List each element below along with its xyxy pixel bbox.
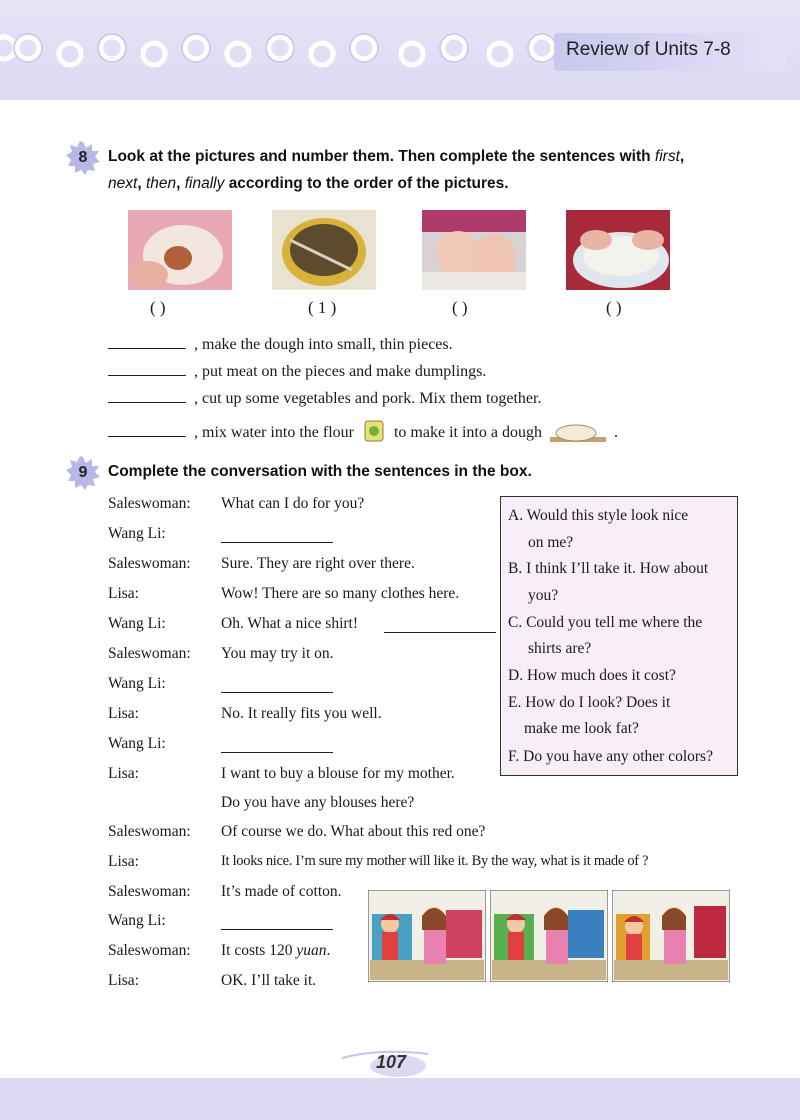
option-a: A. Would this style look nice — [508, 507, 689, 524]
speaker-label: Saleswoman: — [108, 823, 191, 840]
sentence-4: , mix water into the flour to make it into a dough . — [108, 419, 618, 443]
dialogue-line: No. It really fits you well. — [221, 705, 382, 722]
sentence-3: , cut up some vegetables and pork. Mix them together. — [108, 388, 541, 408]
speaker-label: Lisa: — [108, 705, 139, 722]
photo-mixing-flour — [566, 210, 670, 290]
speaker-label: Saleswoman: — [108, 495, 191, 512]
speaker-label: Wang Li: — [108, 615, 166, 632]
footer-band — [0, 1078, 800, 1120]
picture-3-number: ( ) — [452, 298, 468, 317]
dialogue-line: OK. I’ll take it. — [221, 972, 317, 989]
speaker-label: Wang Li: — [108, 735, 166, 752]
speaker-label: Saleswoman: — [108, 883, 191, 900]
dialogue-line: Wow! There are so many clothes here. — [221, 585, 460, 602]
decorative-rings-icon — [0, 30, 560, 80]
photo-wrapping-dumpling — [128, 210, 232, 290]
dialogue-line: Oh. What a nice shirt! — [221, 615, 359, 632]
dialogue-line: It’s made of cotton. — [221, 883, 342, 900]
answer-blank[interactable] — [221, 691, 333, 693]
speaker-label: Saleswoman: — [108, 645, 191, 662]
answer-blank[interactable] — [108, 422, 186, 437]
picture-2-number: ( 1 ) — [308, 298, 337, 317]
option-d: D. How much does it cost? — [508, 667, 676, 684]
section-9-number: 9 — [78, 464, 88, 481]
section-8-instruction: Look at the pictures and number them. Then complete the sentences with first, — [108, 148, 685, 165]
dialogue-line: I want to buy a blouse for my mother. — [221, 765, 455, 782]
unit-review-tab — [554, 33, 786, 71]
header-title: Review of Units 7-8 — [566, 39, 731, 60]
sentence-2: , put meat on the pieces and make dumplings. — [108, 361, 486, 381]
speaker-label: Saleswoman: — [108, 555, 191, 572]
option-a-cont: on me? — [528, 534, 574, 551]
option-b: B. I think I’ll take it. How about — [508, 560, 709, 577]
cartoon-shopping-2 — [490, 890, 608, 982]
speaker-label: Lisa: — [108, 972, 139, 989]
speaker-label: Lisa: — [108, 853, 139, 870]
dialogue-line: You may try it on. — [221, 645, 334, 662]
dialogue-line: Sure. They are right over there. — [221, 555, 415, 572]
cartoon-shopping-1 — [368, 890, 486, 982]
answer-blank[interactable] — [221, 751, 333, 753]
speaker-label: Lisa: — [108, 585, 139, 602]
dialogue-line: It looks nice. I’m sure my mother will like it. By the way, what is it made of ? — [221, 853, 649, 869]
photo-rolling-dough — [422, 210, 526, 290]
speaker-label: Saleswoman: — [108, 942, 191, 959]
section-8-instruction-cont: next, then, finally according to the order of the pictures. — [108, 175, 509, 192]
option-e: E. How do I look? Does it — [508, 694, 671, 711]
dialogue-line: It costs 120 yuan. — [221, 942, 331, 959]
flour-bag-icon — [362, 419, 386, 443]
sentence-1: , make the dough into small, thin pieces. — [108, 334, 453, 354]
picture-4-number: ( ) — [606, 298, 622, 317]
answer-blank[interactable] — [108, 334, 186, 349]
dialogue-line: Of course we do. What about this red one? — [221, 823, 486, 840]
speaker-label: Wang Li: — [108, 675, 166, 692]
photo-bowl-of-filling — [272, 210, 376, 290]
speaker-label: Wang Li: — [108, 912, 166, 929]
section-8-number: 8 — [78, 149, 88, 166]
options-box — [500, 496, 738, 776]
option-c: C. Could you tell me where the — [508, 614, 703, 631]
answer-blank[interactable] — [221, 541, 333, 543]
picture-1-number: ( ) — [150, 298, 166, 317]
page-number: 107 — [376, 1052, 407, 1072]
option-b-cont: you? — [528, 587, 559, 604]
speaker-label: Wang Li: — [108, 525, 166, 542]
speaker-label: Lisa: — [108, 765, 139, 782]
section-9-instruction: Complete the conversation with the sentences in the box. — [108, 463, 532, 480]
answer-blank[interactable] — [384, 631, 496, 633]
dough-icon — [550, 421, 606, 443]
answer-blank[interactable] — [108, 361, 186, 376]
option-f: F. Do you have any other colors? — [508, 748, 713, 765]
answer-blank[interactable] — [108, 388, 186, 403]
answer-blank[interactable] — [221, 928, 333, 930]
dialogue-line: Do you have any blouses here? — [221, 794, 415, 811]
option-e-cont: make me look fat? — [524, 720, 639, 737]
option-c-cont: shirts are? — [528, 640, 592, 657]
cartoon-shopping-3 — [612, 890, 730, 982]
dialogue-line: What can I do for you? — [221, 495, 365, 512]
